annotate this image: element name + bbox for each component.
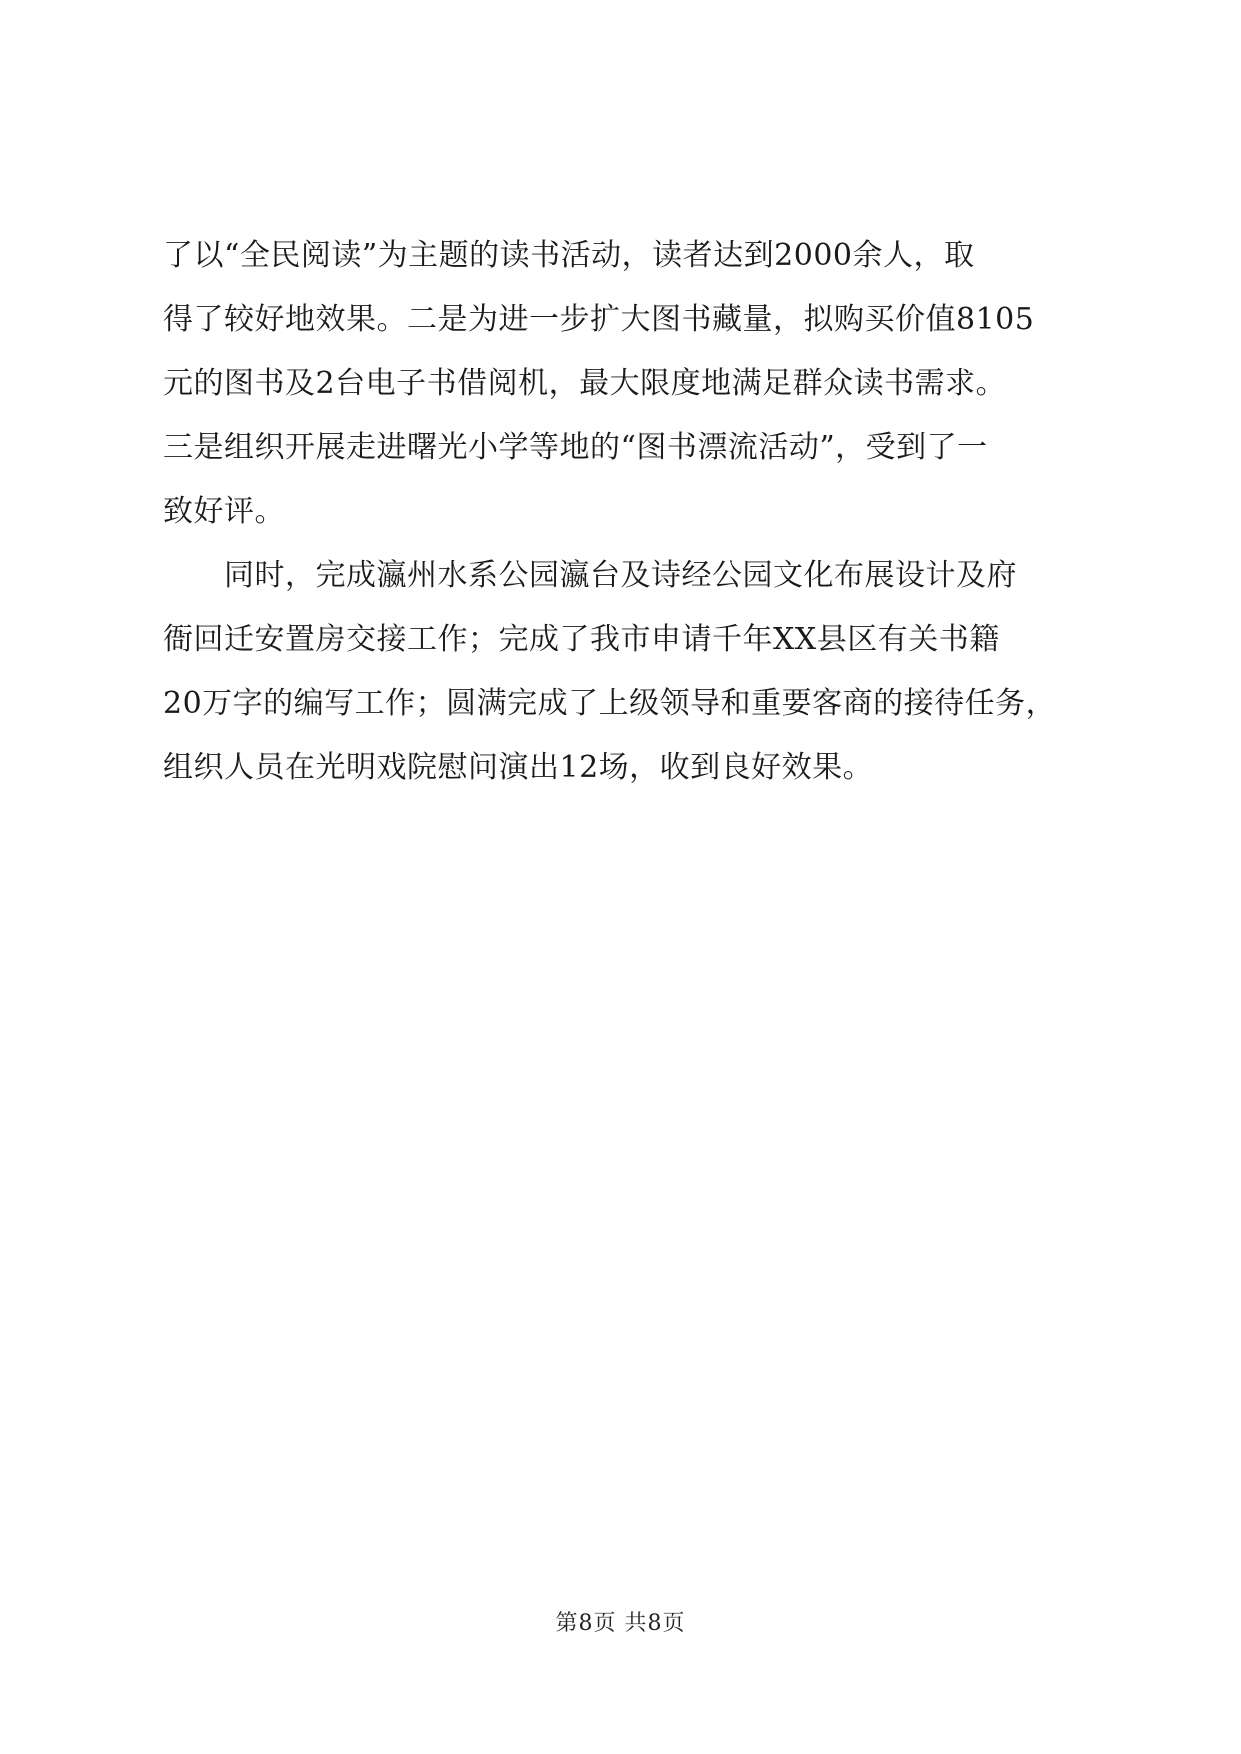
page-number-indicator: 第8页 共8页	[555, 1611, 686, 1636]
paragraph-line: 组织人员在光明戏院慰问演出12场，收到良好效果。	[163, 750, 874, 785]
paragraph-line: 20万字的编写工作；圆满完成了上级领导和重要客商的接待任务，	[163, 686, 1057, 721]
document-body	[163, 224, 1083, 800]
paragraph-line: 致好评。	[163, 494, 285, 529]
paragraph-line: 三是组织开展走进曙光小学等地的“图书漂流活动”，受到了一	[163, 430, 988, 465]
paragraph-line: 衙回迁安置房交接工作；完成了我市申请千年XX县区有关书籍	[163, 622, 1000, 657]
paragraph-line: 元的图书及2台电子书借阅机，最大限度地满足群众读书需求。	[163, 366, 1007, 401]
paragraph-line: 得了较好地效果。二是为进一步扩大图书藏量，拟购买价值8105	[163, 302, 1035, 337]
paragraph-1	[163, 224, 1083, 544]
paragraph-2	[163, 544, 1083, 800]
paragraph-line: 了以“全民阅读”为主题的读书活动，读者达到2000余人，取	[163, 238, 975, 273]
paragraph-line: 同时，完成瀛州水系公园瀛台及诗经公园文化布展设计及府	[163, 558, 1017, 593]
page-footer	[0, 1606, 1241, 1637]
